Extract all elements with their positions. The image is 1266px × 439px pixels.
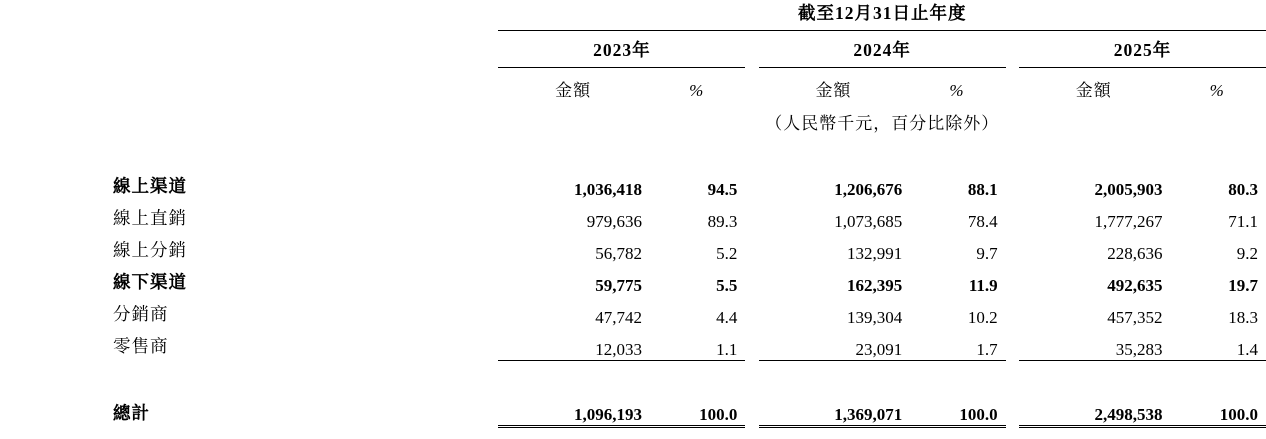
row-label: 線上直銷 xyxy=(113,208,187,228)
row-amount-2024: 1,206,676 xyxy=(834,180,903,199)
row-percent-2025: 19.7 xyxy=(1228,276,1258,295)
row-amount-2024: 162,395 xyxy=(846,276,903,295)
subheader-amount-2024: 金額 xyxy=(815,81,852,100)
row-percent-2024: 9.7 xyxy=(976,244,998,263)
row-percent-2025: 71.1 xyxy=(1228,212,1258,231)
row-label: 線上分銷 xyxy=(113,240,187,260)
row-percent-2025: 9.2 xyxy=(1236,244,1258,263)
row-gap-1 xyxy=(745,328,758,360)
table-row xyxy=(0,168,1266,200)
subheader-amount-2025: 金額 xyxy=(1075,81,1112,100)
row-label: 分銷商 xyxy=(113,304,169,324)
table-total-row xyxy=(0,391,1266,427)
total-amount-2025: 2,498,538 xyxy=(1019,391,1169,427)
year-row-empty-cell xyxy=(0,31,498,68)
row-gap-1 xyxy=(745,168,758,200)
table-row xyxy=(0,296,1266,328)
row-percent-2024: 10.2 xyxy=(967,308,998,327)
row-amount-2025: 1,777,267 xyxy=(1094,212,1163,231)
row-amount-2025: 457,352 xyxy=(1107,308,1163,327)
row-amount-2025: 228,636 xyxy=(1107,244,1163,263)
row-gap-2 xyxy=(1006,232,1019,264)
row-percent-2023: 5.2 xyxy=(716,244,738,263)
row-amount-2024: 132,991 xyxy=(846,244,903,263)
row-gap-1 xyxy=(745,232,758,264)
period-title: 截至12月31日止年度 xyxy=(498,0,1266,31)
row-gap-2 xyxy=(1006,200,1019,232)
row-percent-2024: 78.4 xyxy=(967,212,998,231)
table-row xyxy=(0,328,1266,360)
table-header-period-row xyxy=(0,0,1266,31)
row-amount-2025: 35,283 xyxy=(1019,328,1169,360)
row-gap-2 xyxy=(1006,168,1019,200)
row-label: 線下渠道 xyxy=(113,272,187,292)
row-percent-2023: 89.3 xyxy=(707,212,738,231)
row-amount-2025: 2,005,903 xyxy=(1094,180,1163,199)
row-amount-2025: 492,635 xyxy=(1107,276,1163,295)
table-header-year-row xyxy=(0,31,1266,68)
row-gap-2 xyxy=(1006,328,1019,360)
year-gap-2 xyxy=(1006,31,1019,68)
total-gap-2 xyxy=(1006,391,1019,427)
row-amount-2023: 12,033 xyxy=(498,328,648,360)
table-unit-row xyxy=(0,105,1266,138)
row-amount-2024: 1,073,685 xyxy=(834,212,903,231)
subheader-percent-2024: % xyxy=(949,81,965,100)
row-gap-1 xyxy=(745,296,758,328)
row-amount-2023: 59,775 xyxy=(595,276,642,295)
subheader-percent-2025: % xyxy=(1209,81,1225,100)
year-gap-1 xyxy=(745,31,758,68)
header-body-spacer xyxy=(0,138,1266,168)
spacer-cell xyxy=(0,138,1266,168)
total-amount-2024: 1,369,071 xyxy=(759,391,909,427)
subheader-empty-cell xyxy=(0,68,498,106)
row-percent-2023: 94.5 xyxy=(707,180,738,199)
row-percent-2023: 4.4 xyxy=(716,308,738,327)
table-row xyxy=(0,232,1266,264)
total-gap-1 xyxy=(745,391,758,427)
row-percent-2025: 1.4 xyxy=(1168,328,1266,360)
unit-empty-cell xyxy=(0,105,498,138)
header-empty-cell xyxy=(0,0,498,31)
row-gap-1 xyxy=(745,200,758,232)
row-percent-2024: 1.7 xyxy=(908,328,1005,360)
row-amount-2023: 979,636 xyxy=(586,212,642,231)
row-percent-2024: 88.1 xyxy=(967,180,998,199)
total-label: 總計 xyxy=(113,402,150,423)
row-gap-2 xyxy=(1006,296,1019,328)
row-amount-2024: 139,304 xyxy=(846,308,903,327)
total-percent-2023: 100.0 xyxy=(648,391,745,427)
subheader-amount-2023: 金額 xyxy=(555,81,592,100)
table-subheader-row xyxy=(0,68,1266,106)
row-label: 零售商 xyxy=(113,336,169,356)
row-percent-2024: 11.9 xyxy=(968,276,998,295)
row-gap-2 xyxy=(1006,264,1019,296)
table-row xyxy=(0,264,1266,296)
row-percent-2025: 80.3 xyxy=(1228,180,1258,199)
year-header-2024: 2024年 xyxy=(759,31,1006,68)
row-amount-2023: 47,742 xyxy=(595,308,642,327)
subheader-gap-2 xyxy=(1006,68,1019,106)
row-percent-2023: 5.5 xyxy=(716,276,738,295)
subheader-percent-2023: % xyxy=(689,81,705,100)
row-gap-1 xyxy=(745,264,758,296)
total-amount-2023: 1,096,193 xyxy=(498,391,648,427)
subheader-gap-1 xyxy=(745,68,758,106)
spacer-cell xyxy=(0,360,1266,391)
row-label: 線上渠道 xyxy=(113,176,187,196)
total-percent-2024: 100.0 xyxy=(908,391,1005,427)
row-amount-2023: 56,782 xyxy=(595,244,642,263)
year-header-2025: 2025年 xyxy=(1019,31,1266,68)
row-percent-2025: 18.3 xyxy=(1228,308,1258,327)
row-amount-2023: 1,036,418 xyxy=(573,180,642,199)
table-row xyxy=(0,200,1266,232)
year-header-2023: 2023年 xyxy=(498,31,745,68)
total-percent-2025: 100.0 xyxy=(1168,391,1266,427)
row-amount-2024: 23,091 xyxy=(759,328,909,360)
row-percent-2023: 1.1 xyxy=(648,328,745,360)
unit-note: （人民幣千元，百分比除外） xyxy=(765,114,1000,133)
body-total-spacer xyxy=(0,360,1266,391)
